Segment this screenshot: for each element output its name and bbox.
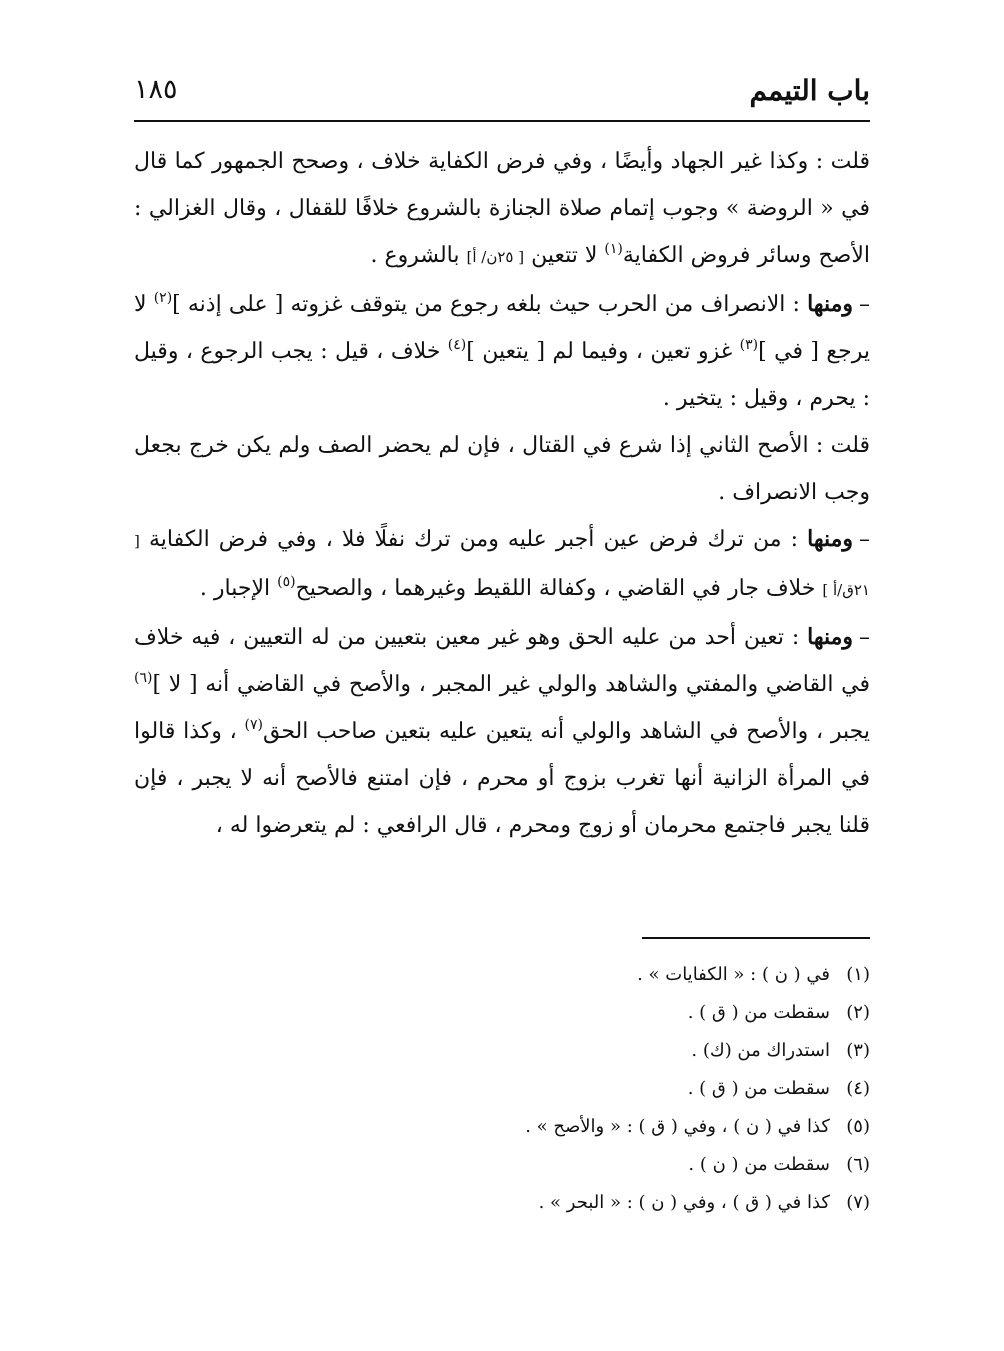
footnote bbox=[134, 1108, 870, 1146]
footnote bbox=[134, 1070, 870, 1108]
page-header bbox=[134, 68, 870, 118]
text-run: غزو تعين ، وفيما لم [ يتعين ] bbox=[466, 339, 740, 364]
footnotes-list bbox=[134, 956, 870, 1222]
footnote-text: كذا في ( ن ) ، وفي ( ق ) : « والأصح » . bbox=[525, 1116, 830, 1137]
footnote-number: (٤) bbox=[846, 1078, 870, 1099]
text-run: خلاف ، قيل : يجب الرجوع ، وقيل : يحرم ، وقيل : يتخير . bbox=[134, 339, 870, 411]
text-run: الإجبار . bbox=[199, 576, 278, 601]
footnote bbox=[134, 994, 870, 1032]
keyword-minha: ومنها bbox=[807, 291, 853, 317]
text-run: ، وكذا قالوا في المرأة الزانية أنها تغرب بزوج أو محرم ، فإن امتنع فالأصح أنه لا يجبر ، فإن قلنا يجبر فاجتمع محرمان أو زوج ومحرم ، قال الرافعي : لم يتعرضوا له ، bbox=[134, 719, 870, 838]
text-run: بالشروع . bbox=[370, 243, 467, 268]
footnote-ref-2: (٢) bbox=[153, 290, 173, 306]
footnote-number: (١) bbox=[846, 964, 870, 985]
text-run: لا يرجع [ في ] bbox=[134, 292, 870, 364]
running-title: باب التيمم bbox=[749, 74, 870, 107]
footnote-text: استدراك من (ك) . bbox=[691, 1040, 830, 1061]
dash-marker: – bbox=[859, 625, 870, 650]
folio-ref: [ ٢٥ن/ أ] bbox=[466, 248, 525, 266]
paragraph-1 bbox=[134, 138, 870, 281]
paragraph-5 bbox=[134, 614, 870, 849]
footnote-number: (٢) bbox=[846, 1002, 870, 1023]
footnote-text: سقطت من ( ق ) . bbox=[687, 1002, 830, 1023]
footnote-ref-4: (٤) bbox=[447, 337, 467, 353]
text-run: لا تتعين bbox=[524, 243, 605, 268]
footnote-text: كذا في ( ق ) ، وفي ( ن ) : « البحر » . bbox=[538, 1192, 830, 1213]
footnote bbox=[134, 1184, 870, 1222]
paragraph-3 bbox=[134, 422, 870, 516]
footnote-ref-5: (٥) bbox=[277, 574, 296, 590]
footnote-text: سقطت من ( ق ) . bbox=[687, 1078, 830, 1099]
footnote-number: (٣) bbox=[846, 1040, 870, 1061]
text-run: خلاف جار في القاضي ، وكفالة اللقيط وغيرهما ، والصحيح bbox=[295, 576, 823, 601]
footnote bbox=[134, 956, 870, 994]
main-text bbox=[134, 138, 870, 849]
keyword-minha: ومنها bbox=[807, 526, 853, 552]
text-run: يجبر ، والأصح في الشاهد والولي أنه يتعين عليه بتعين صاحب الحق bbox=[263, 719, 870, 744]
footnote bbox=[134, 1146, 870, 1184]
keyword-minha: ومنها bbox=[807, 624, 853, 650]
text-run: : تعين أحد من عليه الحق وهو غير معين بتعيين من له التعيين ، فيه خلاف في القاضي والمفتي والشاهد والولي غير المجبر ، والأصح في القاضي أنه [ لا ] bbox=[134, 625, 870, 697]
dash-marker: – bbox=[858, 292, 870, 317]
text-run: : الانصراف من الحرب حيث بلغه رجوع من يتوقف غزوته [ على إذنه ] bbox=[172, 292, 808, 317]
footnote-number: (٦) bbox=[846, 1154, 870, 1175]
paragraph-2 bbox=[134, 281, 870, 422]
footnote-ref-1: (١) bbox=[604, 241, 623, 257]
footnote-ref-7: (٧) bbox=[244, 717, 263, 733]
text-run: قلت : وكذا غير الجهاد وأيضًا ، وفي فرض الكفاية خلاف ، وصحح الجمهور كما قال في « الروضة » وجوب إتمام صلاة الجنازة بالشروع خلافًا للقفال ، وقال الغزالي : الأصح وسائر فروض الكفاية bbox=[134, 149, 870, 268]
paragraph-4 bbox=[134, 516, 870, 614]
footnote-text: سقطت من ( ن ) . bbox=[688, 1154, 830, 1175]
page-number: ١٨٥ bbox=[134, 74, 178, 105]
header-rule bbox=[134, 120, 870, 122]
footnote-ref-3: (٣) bbox=[739, 337, 759, 353]
footnote-number: (٧) bbox=[846, 1192, 870, 1213]
footnote-text: في ( ن ) : « الكفايات » . bbox=[637, 964, 830, 985]
footnote-number: (٥) bbox=[846, 1116, 870, 1137]
text-run: : من ترك فرض عين أجبر عليه ومن ترك نفلًا فلا ، وفي فرض الكفاية bbox=[139, 527, 808, 552]
footnote-separator bbox=[642, 937, 870, 939]
folio-ref: [ ٢١ق/أ ] bbox=[134, 532, 870, 599]
dash-marker: – bbox=[859, 527, 870, 552]
footnote bbox=[134, 1032, 870, 1070]
footnote-ref-6: (٦) bbox=[134, 670, 153, 686]
text-run: قلت : الأصح الثاني إذا شرع في القتال ، فإن لم يحضر الصف ولم يكن خرج بجعل وجب الانصراف . bbox=[134, 433, 870, 505]
